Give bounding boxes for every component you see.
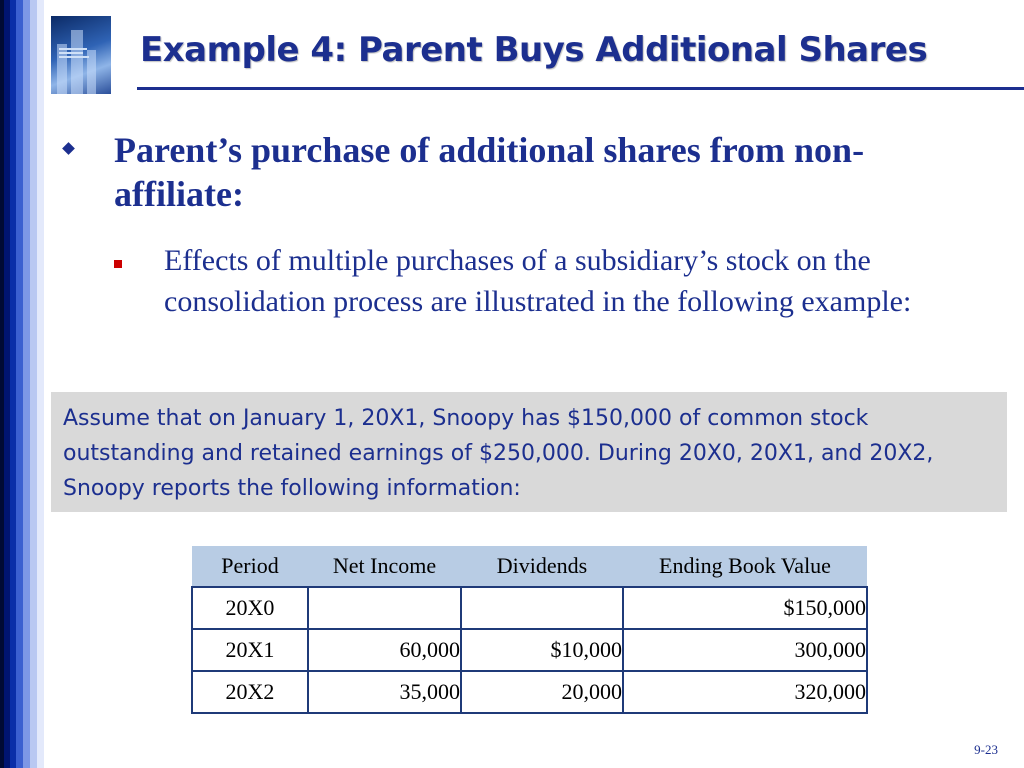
assumption-text: Assume that on January 1, 20X1, Snoopy has $150,000 of common stock outstanding and retained earnings of $250,000. During 20X0, 20X1, and 20X2, Snoopy reports the following information: <box>63 406 934 501</box>
title-underline <box>137 87 1024 90</box>
assumption-callout <box>51 392 1007 512</box>
table-cell: 35,000 <box>308 671 461 713</box>
sub-bullet-text: Effects of multiple purchases of a subsidiary’s stock on the consolidation process are illustrated in the following example: <box>164 244 912 318</box>
column-header: Period <box>192 546 308 587</box>
book-cover-logo <box>51 16 111 94</box>
left-decorative-stripes <box>0 0 44 768</box>
slide-title: Example 4: Parent Buys Additional Shares <box>140 30 928 70</box>
column-header: Ending Book Value <box>623 546 867 587</box>
page-number: 9-23 <box>974 742 998 757</box>
book-value-table <box>191 546 868 714</box>
table-row <box>192 587 867 629</box>
column-header: Net Income <box>308 546 461 587</box>
square-bullet-icon <box>114 260 122 268</box>
table-cell <box>461 587 623 629</box>
table-cell: 20X2 <box>192 671 308 713</box>
table-cell: 60,000 <box>308 629 461 671</box>
table-cell: $10,000 <box>461 629 623 671</box>
main-bullet-text: Parent’s purchase of additional shares from non-affiliate: <box>114 130 865 214</box>
table-row <box>192 629 867 671</box>
table-cell: 20,000 <box>461 671 623 713</box>
table-cell: 20X0 <box>192 587 308 629</box>
table-cell: 300,000 <box>623 629 867 671</box>
table-cell <box>308 587 461 629</box>
table-cell: $150,000 <box>623 587 867 629</box>
table-header-row <box>192 546 867 587</box>
table-row <box>192 671 867 713</box>
table-cell: 320,000 <box>623 671 867 713</box>
diamond-bullet-icon <box>62 142 75 155</box>
column-header: Dividends <box>461 546 623 587</box>
table-cell: 20X1 <box>192 629 308 671</box>
